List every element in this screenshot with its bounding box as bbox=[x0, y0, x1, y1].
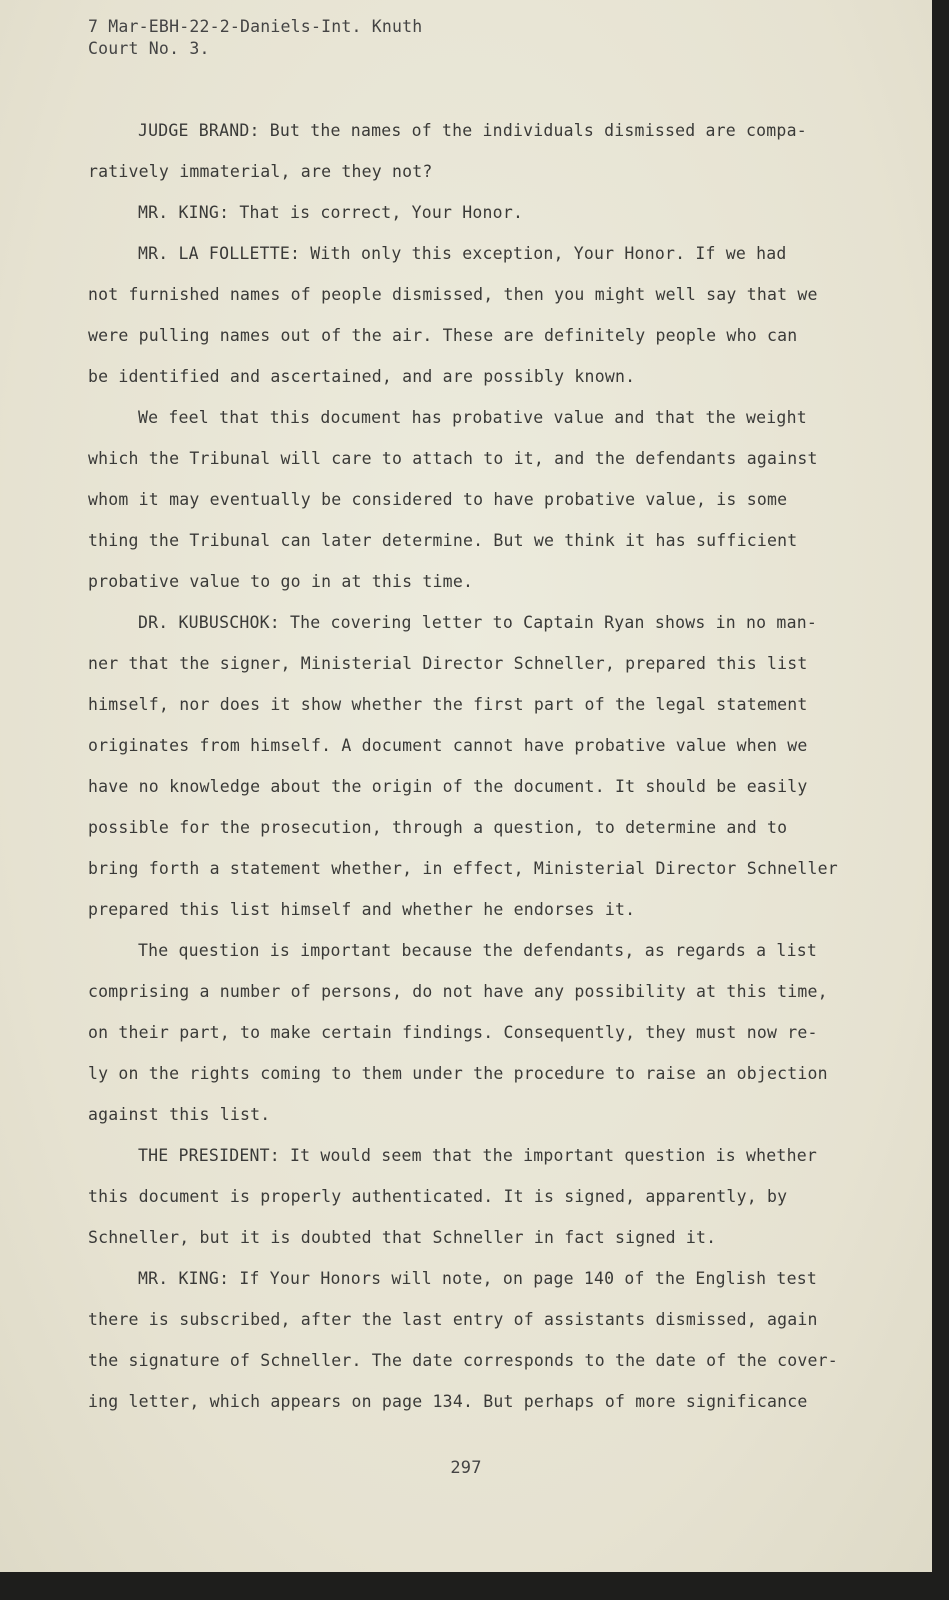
transcript-line: the signature of Schneller. The date corresponds to the date of the cover- bbox=[88, 1351, 838, 1370]
transcript-line: MR. KING: That is correct, Your Honor. bbox=[138, 203, 524, 222]
transcript-line: We feel that this document has probative value and that the weight bbox=[138, 408, 807, 427]
transcript-line: on their part, to make certain findings. Consequently, they must now re- bbox=[88, 1023, 818, 1042]
transcript-line: prepared this list himself and whether he endorses it. bbox=[88, 900, 636, 919]
transcript-line: THE PRESIDENT: It would seem that the important question is whether bbox=[138, 1146, 817, 1165]
transcript-line: ratively immaterial, are they not? bbox=[88, 162, 433, 181]
transcript-line: thing the Tribunal can later determine. But we think it has sufficient bbox=[88, 531, 798, 550]
transcript-line: against this list. bbox=[88, 1105, 271, 1124]
transcript-line: have no knowledge about the origin of the document. It should be easily bbox=[88, 777, 808, 796]
transcript-line: ing letter, which appears on page 134. But perhaps of more significance bbox=[88, 1392, 808, 1411]
transcript-line: which the Tribunal will care to attach to it, and the defendants against bbox=[88, 449, 818, 468]
transcript-line: this document is properly authenticated. It is signed, apparently, by bbox=[88, 1187, 788, 1206]
document-header bbox=[88, 16, 422, 60]
transcript-line: originates from himself. A document cannot have probative value when we bbox=[88, 736, 808, 755]
transcript-line: probative value to go in at this time. bbox=[88, 572, 474, 591]
transcript-line: MR. KING: If Your Honors will note, on page 140 of the English test bbox=[138, 1269, 817, 1288]
transcript-line: whom it may eventually be considered to have probative value, is some bbox=[88, 490, 788, 509]
transcript-line: be identified and ascertained, and are possibly known. bbox=[88, 367, 636, 386]
transcript-line: comprising a number of persons, do not have any possibility at this time, bbox=[88, 982, 828, 1001]
transcript-line: ly on the rights coming to them under the procedure to raise an objection bbox=[88, 1064, 828, 1083]
transcript-line: himself, nor does it show whether the first part of the legal statement bbox=[88, 695, 808, 714]
transcript-line: Schneller, but it is doubted that Schneller in fact signed it. bbox=[88, 1228, 717, 1247]
transcript-line: MR. LA FOLLETTE: With only this exception, Your Honor. If we had bbox=[138, 244, 787, 263]
transcript-line: there is subscribed, after the last entry of assistants dismissed, again bbox=[88, 1310, 818, 1329]
transcript-line: bring forth a statement whether, in effect, Ministerial Director Schneller bbox=[88, 859, 838, 878]
transcript-line: possible for the prosecution, through a question, to determine and to bbox=[88, 818, 788, 837]
header-reference: 7 Mar-EBH-22-2-Daniels-Int. Knuth bbox=[88, 17, 423, 36]
header-court: Court No. 3. bbox=[88, 39, 210, 58]
transcript-line: DR. KUBUSCHOK: The covering letter to Captain Ryan shows in no man- bbox=[138, 613, 817, 632]
transcript-line: not furnished names of people dismissed, then you might well say that we bbox=[88, 285, 818, 304]
transcript-body bbox=[88, 110, 848, 1422]
page-number: 297 bbox=[450, 1458, 482, 1478]
transcript-line: The question is important because the defendants, as regards a list bbox=[138, 941, 817, 960]
transcript-line: ner that the signer, Ministerial Director Schneller, prepared this list bbox=[88, 654, 808, 673]
transcript-line: were pulling names out of the air. These are definitely people who can bbox=[88, 326, 798, 345]
transcript-line: JUDGE BRAND: But the names of the individuals dismissed are compa- bbox=[138, 121, 807, 140]
